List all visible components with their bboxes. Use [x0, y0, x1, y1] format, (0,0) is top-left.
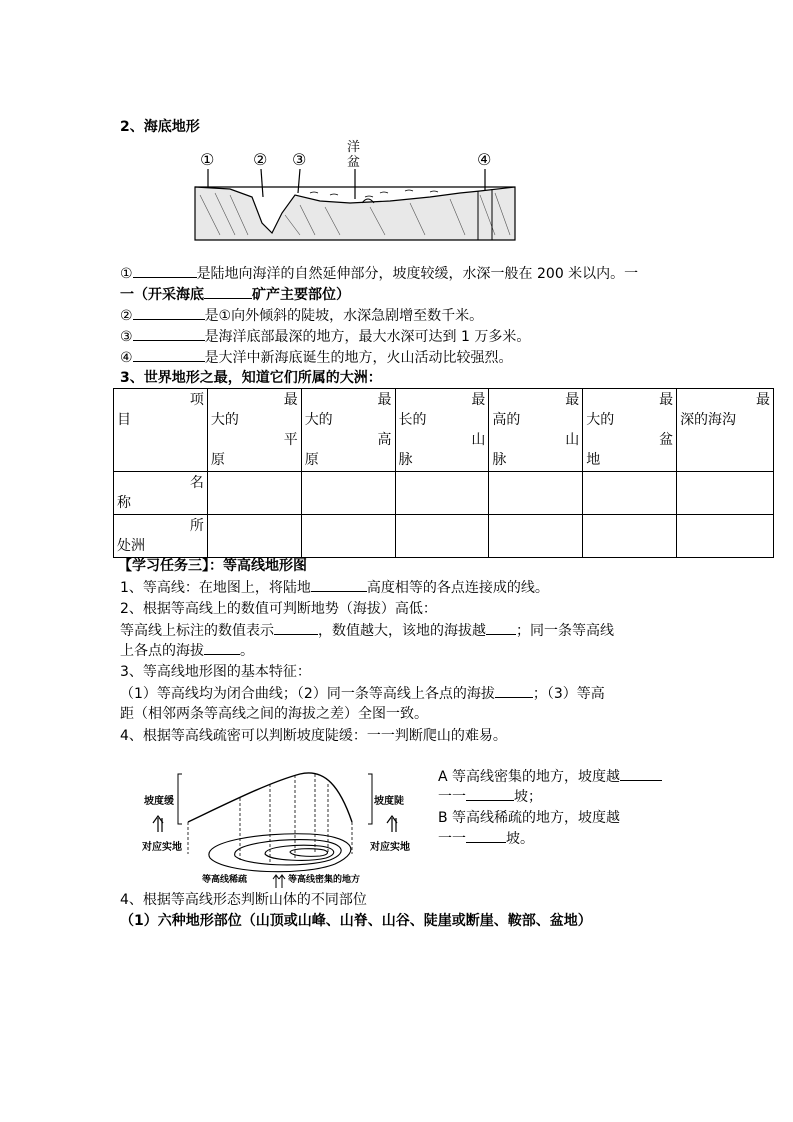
cell-text: 高 [377, 432, 392, 448]
fill-line-ridge [120, 347, 513, 368]
cell-text: 称 [117, 495, 131, 511]
fill-line-trench [120, 326, 530, 347]
para-text: 一一 [438, 831, 466, 847]
table-header-cell [583, 389, 677, 472]
answer-blank[interactable] [133, 305, 205, 320]
table-answer-cell[interactable] [301, 515, 395, 558]
table-answer-cell[interactable] [395, 515, 489, 558]
para-text: 一一 [438, 789, 466, 805]
table-header-cell [395, 389, 489, 472]
section-heading-landform-records: 3、世界地形之最，知道它们所属的大洲： [120, 370, 382, 386]
cell-text: 目 [117, 412, 131, 428]
table-header-cell [489, 389, 583, 472]
answer-blank[interactable] [204, 640, 240, 655]
cell-text: 原 [210, 452, 225, 468]
slope-gentle-label: 坡度缓 [144, 796, 174, 807]
fill-text: 是①向外倾斜的陡坡，水深急剧增至数千米。 [204, 308, 484, 324]
cell-text: 山 [471, 432, 486, 448]
table-answer-cell[interactable] [207, 472, 301, 515]
para-text: 上各点的海拔 [120, 643, 204, 659]
para-text: ，数值越大，该地的海拔越 [318, 623, 486, 639]
para-text: 高度相等的各点连接成的线。 [366, 580, 549, 596]
fill-line-shelf [120, 263, 638, 284]
table-answer-cell[interactable] [677, 515, 774, 558]
question-a-line1 [438, 766, 662, 787]
answer-blank[interactable] [620, 766, 662, 781]
para-text: A 等高线密集的地方，坡度越 [438, 769, 621, 785]
cell-text: 平 [283, 432, 298, 448]
contour-elevation-line1 [120, 620, 614, 641]
table-answer-cell[interactable] [489, 515, 583, 558]
basin-label-top: 洋 [347, 140, 361, 155]
cell-text: 最 [471, 392, 486, 408]
fill-text: 一（开采海底 [120, 287, 204, 303]
answer-blank[interactable] [486, 620, 516, 635]
task-three-heading: 【学习任务三】：等高线地形图 [118, 558, 307, 574]
question-b-line2 [438, 828, 534, 849]
contour-elevation-intro: 2、根据等高线上的数值可判断地势（海拔）高低： [120, 601, 437, 617]
fill-text: ② [120, 308, 133, 324]
cell-text: 原 [304, 452, 319, 468]
fill-text: 是陆地向海洋的自然延伸部分，坡度较缓，水深一般在 200 米以内。一 [196, 266, 639, 282]
para-text: ；同一条等高线 [516, 623, 614, 639]
answer-blank[interactable] [133, 326, 205, 341]
answer-blank[interactable] [133, 347, 205, 362]
cell-text: 最 [756, 392, 770, 408]
para-text: 。 [240, 643, 254, 659]
cell-text: 脉 [492, 452, 507, 468]
table-row-name [114, 472, 774, 515]
answer-blank[interactable] [133, 263, 197, 278]
contour-features-line1 [120, 683, 605, 704]
seafloor-diagram [190, 135, 520, 245]
cell-text: 最 [565, 392, 580, 408]
slope-steep-label: 坡度陡 [374, 796, 404, 807]
answer-blank[interactable] [466, 786, 514, 801]
table-header-cell [114, 389, 208, 472]
section-heading-mountain-parts: 4、根据等高线形态判断山体的不同部位 [120, 892, 367, 908]
fill-text: ③ [120, 329, 133, 345]
table-row-label [114, 515, 208, 558]
table-answer-cell[interactable] [583, 515, 677, 558]
cell-text: 最 [659, 392, 674, 408]
seafloor-label-2: ② [253, 150, 268, 169]
seafloor-label-1: ① [200, 150, 215, 169]
table-answer-cell[interactable] [207, 515, 301, 558]
cell-text: 大的 [304, 412, 333, 428]
cell-text: 山 [565, 432, 580, 448]
fill-text: 矿产主要部位） [252, 287, 350, 303]
cell-text: 名 [189, 475, 204, 491]
table-header-cell [301, 389, 395, 472]
table-answer-cell[interactable] [301, 472, 395, 515]
contour-features-line2: 距（相邻两条等高线之间的海拔之差）全图一致。 [120, 706, 428, 722]
seafloor-label-4: ④ [477, 150, 492, 169]
cell-text: 大的 [210, 412, 239, 428]
cell-text: 盆 [659, 432, 674, 448]
table-header-cell [677, 389, 774, 472]
contour-definition [120, 577, 549, 598]
table-answer-cell[interactable] [677, 472, 774, 515]
table-header-cell [207, 389, 301, 472]
fill-text: ① [120, 266, 133, 282]
para-text: B 等高线稀疏的地方，坡度越 [438, 810, 621, 826]
cell-text: 长的 [398, 412, 427, 428]
landform-records-table [113, 388, 774, 558]
answer-blank[interactable] [274, 620, 318, 635]
actual-land-label-left: 对应实地 [142, 842, 182, 853]
actual-land-label-right: 对应实地 [370, 842, 410, 853]
question-b-line1 [438, 808, 620, 828]
fill-text: ④ [120, 350, 133, 366]
para-text: （1）等高线均为闭合曲线；（2）同一条等高线上各点的海拔 [120, 686, 495, 702]
cell-text: 最 [377, 392, 392, 408]
contour-elevation-line2 [120, 640, 254, 661]
table-answer-cell[interactable] [489, 472, 583, 515]
contour-dense-label: 等高线密集的地方 [288, 875, 361, 885]
para-text: 坡。 [506, 831, 534, 847]
fill-text: 是大洋中新海底诞生的地方，火山活动比较强烈。 [204, 350, 513, 366]
fill-text: 是海洋底部最深的地方，最大水深可达到 1 万多米。 [204, 329, 531, 345]
answer-blank[interactable] [495, 683, 533, 698]
table-header-row [114, 389, 774, 472]
contour-sparse-label: 等高线稀疏 [202, 875, 248, 885]
question-a-line2 [438, 786, 542, 807]
contour-density-intro: 4、根据等高线疏密可以判断坡度陡缓：一一判断爬山的难易。 [120, 728, 507, 744]
seafloor-label-3: ③ [292, 150, 307, 169]
fill-line-slope [120, 305, 483, 326]
section-heading-seafloor: 2、海底地形 [120, 119, 200, 135]
para-text: ；（3）等高 [532, 686, 605, 702]
cell-text: 项 [189, 392, 204, 408]
six-landform-parts: （1）六种地形部位（山顶或山峰、山脊、山谷、陡崖或断崖、鞍部、盆地） [120, 913, 592, 929]
cell-text: 所 [189, 518, 204, 534]
table-row-label [114, 472, 208, 515]
answer-blank[interactable] [311, 577, 367, 592]
cell-text: 深的海沟 [680, 412, 737, 428]
cell-text: 脉 [398, 452, 413, 468]
table-row-continent [114, 515, 774, 558]
cell-text: 处洲 [117, 538, 145, 554]
contour-features-intro: 3、等高线地形图的基本特征： [120, 664, 311, 680]
contour-slope-diagram [130, 762, 430, 890]
para-text: 等高线上标注的数值表示 [120, 623, 274, 639]
fill-line-mining [120, 284, 350, 305]
table-answer-cell[interactable] [583, 472, 677, 515]
answer-blank[interactable] [466, 828, 506, 843]
basin-label-bottom: 盆 [347, 155, 361, 170]
cell-text: 最 [283, 392, 298, 408]
cell-text: 地 [586, 452, 601, 468]
para-text: 坡； [514, 789, 542, 805]
para-text: 1、等高线：在地图上，将陆地 [120, 580, 311, 596]
answer-blank[interactable] [204, 284, 252, 299]
table-answer-cell[interactable] [395, 472, 489, 515]
cell-text: 高的 [492, 412, 521, 428]
cell-text: 大的 [586, 412, 615, 428]
